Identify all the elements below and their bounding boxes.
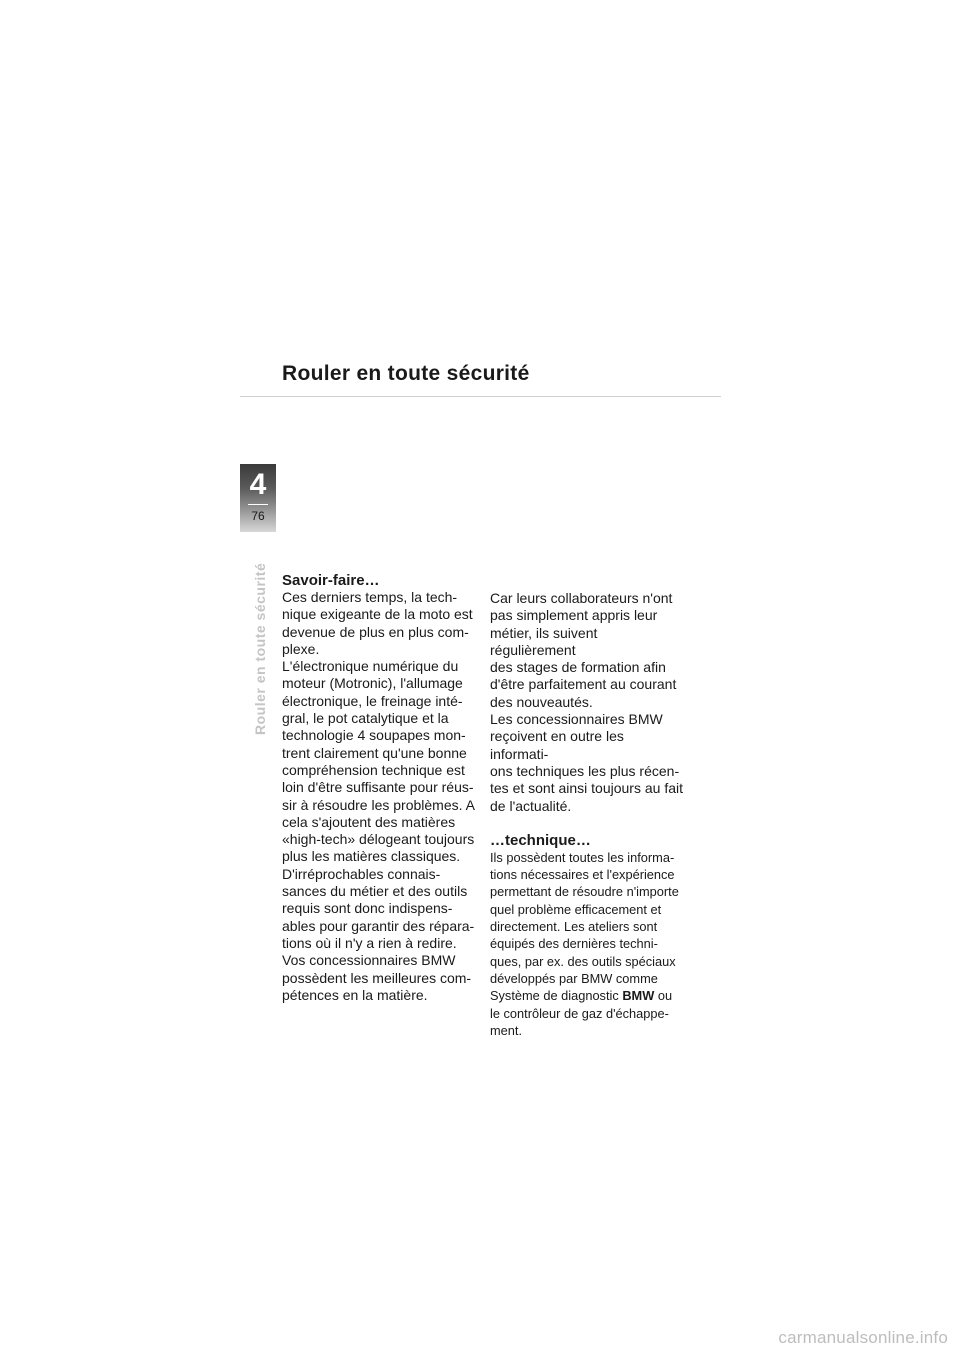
paragraph: D'irréprochables connais- sances du métier et des outils requis sont donc indispens- ables pour garantir des répara- tions où il n'y a rien à redire. [282,865,475,951]
side-label-container [252,549,270,735]
paragraph-technique [490,849,685,1039]
left-column [282,572,477,1004]
paragraph: Ces derniers temps, la tech- nique exigeante de la moto est devenue de plus en plus com- plexe. [282,589,473,657]
page-number: 76 [251,509,265,523]
title-divider [240,396,721,397]
chapter-tab [240,464,276,532]
side-label: Rouler en toute sécurité [252,562,268,735]
paragraph: L'électronique numérique du moteur (Motronic), l'allumage électronique, le freinage inté- gral, le pot catalytique et la technologie 4 soupapes mon- trent clairement qu'une bonne compréhension technique est loin d'être suffisante pour réus- sir à résoudre les problèmes. A cela s'ajoutent des matières «high-tech» délogeant toujours plus les matières classiques. [282,658,475,865]
page-title: Rouler en toute sécurité [282,362,530,385]
watermark: carmanualsonline.info [778,1328,948,1347]
technique-text-end: ou le contrôleur de gaz d'échappe- ment. [490,988,673,1038]
chapter-divider [248,504,268,505]
section-heading-technique: …technique… [490,831,591,849]
technique-text: Ils possèdent toutes les informa- tions nécessaires et l'expérience permettant de résoudre n'importe quel problème efficacement et directement. Les ateliers sont équipés des dernières techni- ques, par ex. des outils spéciaux développés par BMW comme Système de diagnostic [490,849,679,1004]
section-heading-savoir-faire: Savoir-faire… [282,572,380,589]
paragraph: Les concessionnaires BMW reçoivent en outre les informati- ons techniques les plus récen- tes et sont ainsi toujours au fait de l'actualité. [490,711,683,814]
bmw-brand-text: BMW [622,988,655,1004]
spacer [490,815,685,832]
chapter-number: 4 [249,468,267,501]
right-column [490,590,685,1039]
paragraph: Car leurs collaborateurs n'ont pas simplement appris leur métier, ils suivent régulièrement des stages de formation afin d'être parfaitement au courant des nouveautés. [490,590,677,710]
paragraph: Vos concessionnaires BMW possèdent les meilleures com- pétences en la matière. [282,952,472,1003]
